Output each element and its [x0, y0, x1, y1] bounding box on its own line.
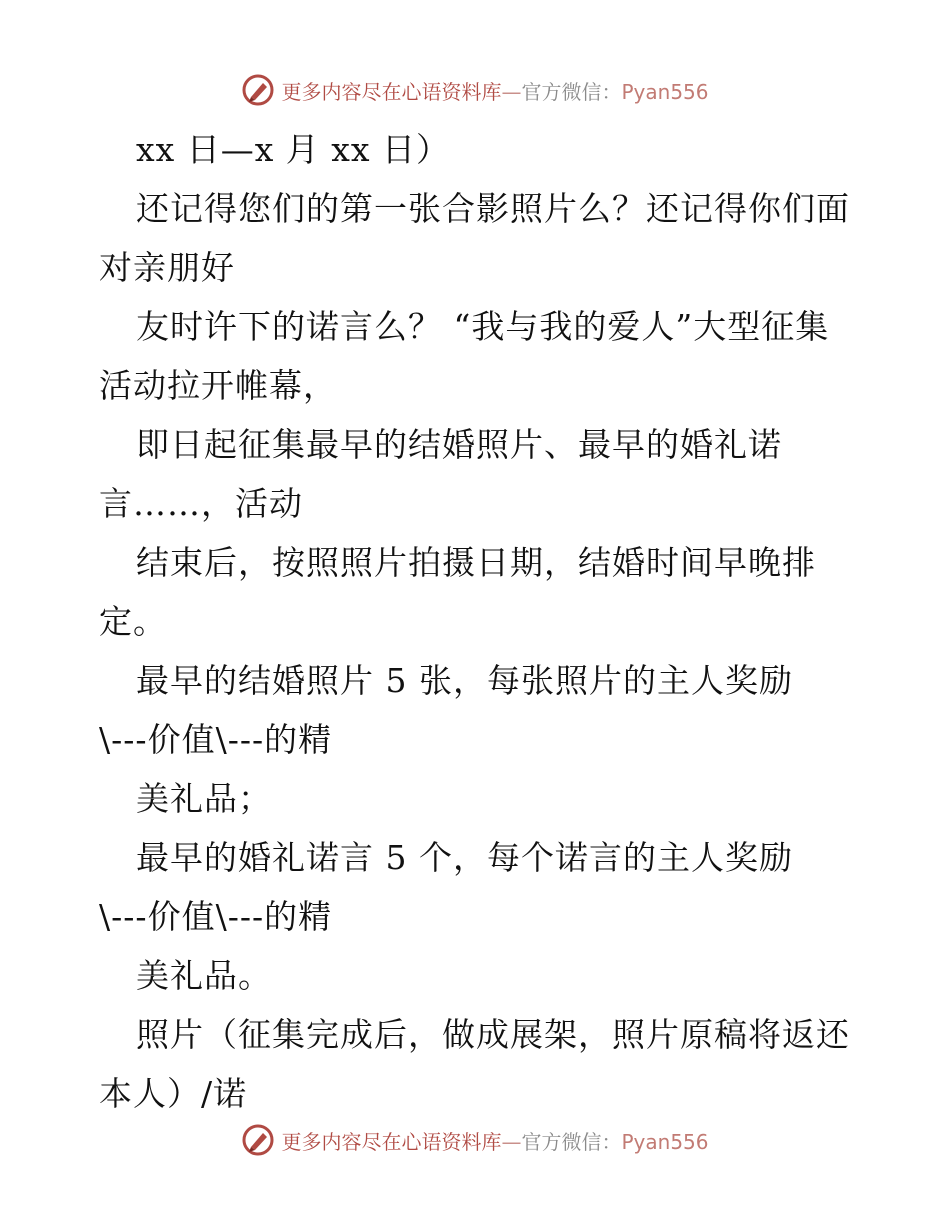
document-body [99, 120, 899, 1123]
footer-watermark-banner [0, 1120, 950, 1160]
body-text-line: 言……，活动 [99, 484, 303, 523]
watermark-text: 更多内容尽在心语资料库—官方微信：Pyan556 [281, 79, 709, 104]
body-text-line: \---价值\---的精 [99, 897, 333, 936]
body-text-line: 照片（征集完成后，做成展架，照片原稿将返还 [136, 1015, 850, 1054]
body-text-line: 最早的婚礼诺言 5 个，每个诺言的主人奖励 [136, 838, 793, 877]
body-text-line: \---价值\---的精 [99, 720, 333, 759]
body-text-line: xx 日—x 月 xx 日） [136, 130, 451, 169]
header-watermark-banner [0, 70, 950, 110]
watermark-text: 更多内容尽在心语资料库—官方微信：Pyan556 [281, 1129, 709, 1154]
pen-logo-icon [241, 73, 275, 107]
body-text-line: 对亲朋好 [99, 248, 235, 287]
body-text-line: 活动拉开帷幕， [99, 366, 337, 405]
body-text-line: 还记得您们的第一张合影照片么？还记得你们面 [136, 189, 850, 228]
body-text-line: 定。 [99, 602, 167, 641]
body-text-line: 本人）/诺 [99, 1074, 248, 1113]
body-text-line: 友时许下的诺言么？ “我与我的爱人”大型征集 [136, 307, 830, 346]
body-text-line: 最早的结婚照片 5 张，每张照片的主人奖励 [136, 661, 793, 700]
pen-logo-icon [241, 1123, 275, 1157]
body-text-line: 美礼品； [136, 779, 272, 818]
body-text-line: 美礼品。 [136, 956, 272, 995]
body-text-line: 即日起征集最早的结婚照片、最早的婚礼诺 [136, 425, 782, 464]
body-text-line: 结束后，按照照片拍摄日期，结婚时间早晚排 [136, 543, 816, 582]
